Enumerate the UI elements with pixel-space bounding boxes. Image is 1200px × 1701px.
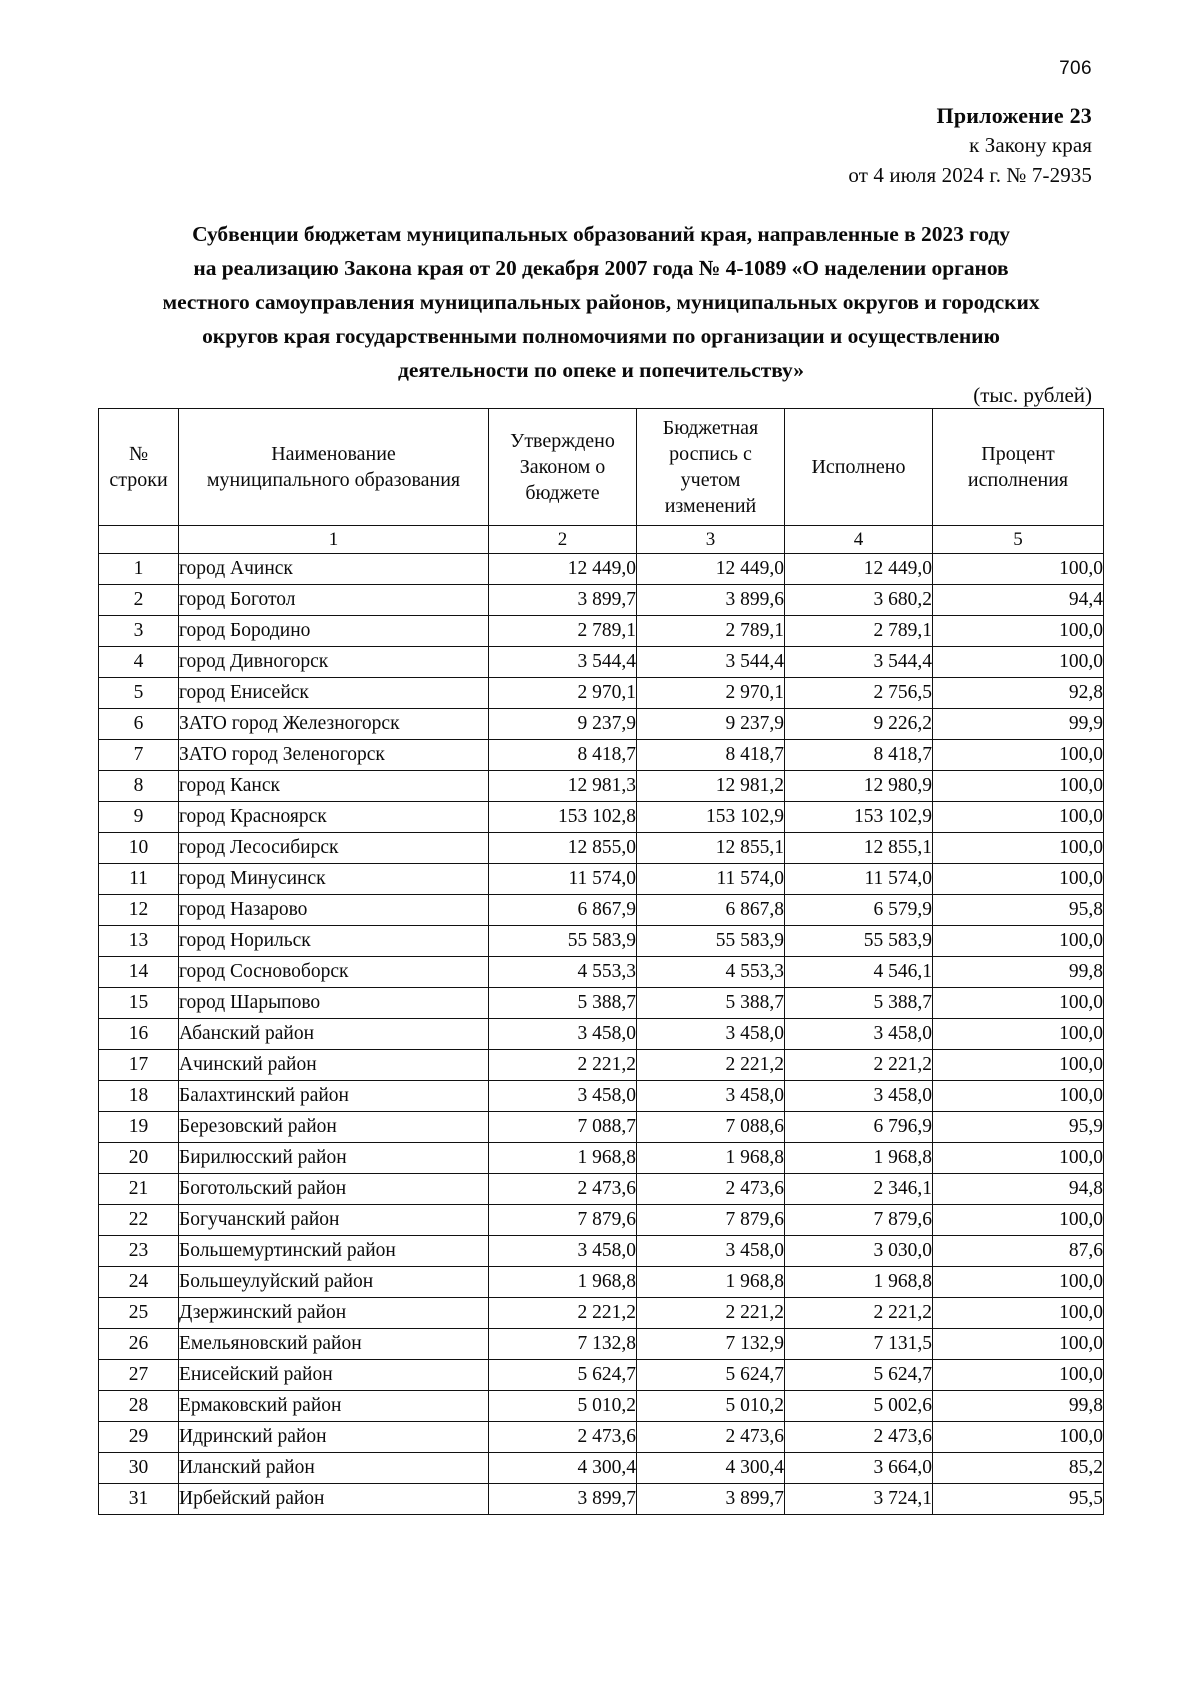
cell-percent-executed: 100,0 bbox=[933, 554, 1104, 585]
table-row bbox=[99, 1081, 1104, 1112]
cell-percent-executed: 95,9 bbox=[933, 1112, 1104, 1143]
cell-row-number: 7 bbox=[99, 740, 179, 771]
cell-executed: 2 789,1 bbox=[785, 616, 933, 647]
cell-budget-schedule: 3 899,7 bbox=[637, 1484, 785, 1515]
cell-municipality-name: Емельяновский район bbox=[179, 1329, 489, 1360]
cell-municipality-name: город Красноярск bbox=[179, 802, 489, 833]
header-percent-line1: Процент bbox=[981, 443, 1055, 465]
cell-municipality-name: город Боготол bbox=[179, 585, 489, 616]
cell-percent-executed: 100,0 bbox=[933, 1298, 1104, 1329]
cell-approved-by-law: 7 088,7 bbox=[489, 1112, 637, 1143]
cell-municipality-name: Ермаковский район bbox=[179, 1391, 489, 1422]
cell-row-number: 3 bbox=[99, 616, 179, 647]
cell-budget-schedule: 8 418,7 bbox=[637, 740, 785, 771]
table-row bbox=[99, 1050, 1104, 1081]
header-row-number-line2: строки bbox=[109, 469, 168, 491]
table-row bbox=[99, 678, 1104, 709]
cell-row-number: 16 bbox=[99, 1019, 179, 1050]
cell-approved-by-law: 55 583,9 bbox=[489, 926, 637, 957]
cell-approved-by-law: 2 221,2 bbox=[489, 1050, 637, 1081]
cell-percent-executed: 100,0 bbox=[933, 1422, 1104, 1453]
cell-percent-executed: 100,0 bbox=[933, 802, 1104, 833]
cell-executed: 1 968,8 bbox=[785, 1267, 933, 1298]
cell-percent-executed: 100,0 bbox=[933, 1329, 1104, 1360]
cell-row-number: 2 bbox=[99, 585, 179, 616]
document-title-line-4: округов края государственными полномочиями по организации и осуществлению bbox=[202, 323, 1000, 348]
cell-executed: 2 473,6 bbox=[785, 1422, 933, 1453]
column-number-0 bbox=[99, 526, 179, 554]
document-title-line-1: Субвенции бюджетам муниципальных образований края, направленные в 2023 году bbox=[192, 222, 1010, 246]
cell-municipality-name: город Лесосибирск bbox=[179, 833, 489, 864]
cell-budget-schedule: 12 855,1 bbox=[637, 833, 785, 864]
column-number-1: 1 bbox=[179, 526, 489, 554]
table-row bbox=[99, 1205, 1104, 1236]
table-row bbox=[99, 988, 1104, 1019]
header-municipality-name-line1: Наименование bbox=[271, 443, 396, 465]
cell-executed: 2 346,1 bbox=[785, 1174, 933, 1205]
cell-executed: 5 624,7 bbox=[785, 1360, 933, 1391]
cell-row-number: 10 bbox=[99, 833, 179, 864]
table-row bbox=[99, 1360, 1104, 1391]
cell-approved-by-law: 4 300,4 bbox=[489, 1453, 637, 1484]
cell-executed: 3 680,2 bbox=[785, 585, 933, 616]
cell-row-number: 26 bbox=[99, 1329, 179, 1360]
table-row bbox=[99, 833, 1104, 864]
table-row bbox=[99, 1143, 1104, 1174]
cell-row-number: 27 bbox=[99, 1360, 179, 1391]
cell-municipality-name: город Минусинск bbox=[179, 864, 489, 895]
page-number: 706 bbox=[1059, 58, 1092, 79]
table-row bbox=[99, 740, 1104, 771]
header-municipality-name-line2: муниципального образования bbox=[206, 469, 461, 491]
cell-executed: 4 546,1 bbox=[785, 957, 933, 988]
cell-municipality-name: Иланский район bbox=[179, 1453, 489, 1484]
cell-executed: 6 579,9 bbox=[785, 895, 933, 926]
cell-row-number: 5 bbox=[99, 678, 179, 709]
cell-budget-schedule: 6 867,8 bbox=[637, 895, 785, 926]
cell-budget-schedule: 7 879,6 bbox=[637, 1205, 785, 1236]
document-title-line-2: на реализацию Закона края от 20 декабря 2007 года № 4-1089 «О наделении органов bbox=[193, 255, 1009, 280]
header-plan-line2: роспись с bbox=[669, 443, 752, 465]
cell-row-number: 24 bbox=[99, 1267, 179, 1298]
cell-municipality-name: город Дивногорск bbox=[179, 647, 489, 678]
table-row bbox=[99, 1236, 1104, 1267]
cell-budget-schedule: 1 968,8 bbox=[637, 1143, 785, 1174]
table-row bbox=[99, 1298, 1104, 1329]
document-title bbox=[96, 218, 1106, 388]
cell-percent-executed: 100,0 bbox=[933, 616, 1104, 647]
cell-municipality-name: город Сосновоборск bbox=[179, 957, 489, 988]
cell-approved-by-law: 1 968,8 bbox=[489, 1267, 637, 1298]
cell-executed: 1 968,8 bbox=[785, 1143, 933, 1174]
cell-executed: 7 131,5 bbox=[785, 1329, 933, 1360]
cell-municipality-name: Ирбейский район bbox=[179, 1484, 489, 1515]
cell-budget-schedule: 7 132,9 bbox=[637, 1329, 785, 1360]
cell-municipality-name: Идринский район bbox=[179, 1422, 489, 1453]
cell-municipality-name: город Норильск bbox=[179, 926, 489, 957]
cell-executed: 6 796,9 bbox=[785, 1112, 933, 1143]
cell-row-number: 13 bbox=[99, 926, 179, 957]
cell-municipality-name: город Ачинск bbox=[179, 554, 489, 585]
header-plan-line4: изменений bbox=[664, 495, 757, 517]
table-row bbox=[99, 895, 1104, 926]
cell-approved-by-law: 2 473,6 bbox=[489, 1174, 637, 1205]
cell-approved-by-law: 6 867,9 bbox=[489, 895, 637, 926]
cell-municipality-name: город Енисейск bbox=[179, 678, 489, 709]
cell-municipality-name: Абанский район bbox=[179, 1019, 489, 1050]
cell-row-number: 14 bbox=[99, 957, 179, 988]
cell-percent-executed: 99,9 bbox=[933, 709, 1104, 740]
cell-percent-executed: 100,0 bbox=[933, 1081, 1104, 1112]
cell-percent-executed: 100,0 bbox=[933, 1143, 1104, 1174]
cell-budget-schedule: 3 458,0 bbox=[637, 1019, 785, 1050]
document-title-line-3: местного самоуправления муниципальных районов, муниципальных округов и городских bbox=[162, 289, 1040, 314]
cell-municipality-name: Большемуртинский район bbox=[179, 1236, 489, 1267]
cell-row-number: 15 bbox=[99, 988, 179, 1019]
cell-percent-executed: 100,0 bbox=[933, 864, 1104, 895]
cell-percent-executed: 99,8 bbox=[933, 1391, 1104, 1422]
cell-executed: 3 030,0 bbox=[785, 1236, 933, 1267]
appendix-law-date: от 4 июля 2024 г. № 7-2935 bbox=[848, 163, 1092, 188]
cell-municipality-name: город Шарыпово bbox=[179, 988, 489, 1019]
cell-budget-schedule: 3 899,6 bbox=[637, 585, 785, 616]
table-header-row bbox=[99, 409, 1104, 526]
cell-executed: 3 724,1 bbox=[785, 1484, 933, 1515]
cell-approved-by-law: 7 879,6 bbox=[489, 1205, 637, 1236]
header-plan-line1: Бюджетная bbox=[662, 417, 759, 439]
cell-approved-by-law: 9 237,9 bbox=[489, 709, 637, 740]
header-executed bbox=[785, 409, 933, 526]
header-municipality-name bbox=[179, 409, 489, 526]
cell-percent-executed: 94,4 bbox=[933, 585, 1104, 616]
cell-executed: 3 458,0 bbox=[785, 1019, 933, 1050]
cell-executed: 12 855,1 bbox=[785, 833, 933, 864]
cell-municipality-name: город Бородино bbox=[179, 616, 489, 647]
table-row bbox=[99, 585, 1104, 616]
cell-row-number: 25 bbox=[99, 1298, 179, 1329]
cell-municipality-name: Ачинский район bbox=[179, 1050, 489, 1081]
table-row bbox=[99, 1329, 1104, 1360]
cell-executed: 8 418,7 bbox=[785, 740, 933, 771]
cell-row-number: 20 bbox=[99, 1143, 179, 1174]
cell-approved-by-law: 12 855,0 bbox=[489, 833, 637, 864]
table-body bbox=[99, 554, 1104, 1515]
header-row-number-line1: № bbox=[128, 443, 149, 465]
table-row bbox=[99, 771, 1104, 802]
header-percent-executed bbox=[933, 409, 1104, 526]
cell-approved-by-law: 5 624,7 bbox=[489, 1360, 637, 1391]
header-budget-schedule bbox=[637, 409, 785, 526]
table-row bbox=[99, 802, 1104, 833]
cell-municipality-name: Большеулуйский район bbox=[179, 1267, 489, 1298]
cell-budget-schedule: 12 449,0 bbox=[637, 554, 785, 585]
cell-executed: 5 002,6 bbox=[785, 1391, 933, 1422]
cell-executed: 3 544,4 bbox=[785, 647, 933, 678]
cell-budget-schedule: 55 583,9 bbox=[637, 926, 785, 957]
cell-approved-by-law: 153 102,8 bbox=[489, 802, 637, 833]
cell-row-number: 21 bbox=[99, 1174, 179, 1205]
cell-row-number: 11 bbox=[99, 864, 179, 895]
cell-percent-executed: 95,5 bbox=[933, 1484, 1104, 1515]
table-row bbox=[99, 1391, 1104, 1422]
table-row bbox=[99, 1267, 1104, 1298]
cell-row-number: 30 bbox=[99, 1453, 179, 1484]
cell-percent-executed: 100,0 bbox=[933, 1360, 1104, 1391]
cell-municipality-name: Боготольский район bbox=[179, 1174, 489, 1205]
table-row bbox=[99, 616, 1104, 647]
cell-approved-by-law: 5 388,7 bbox=[489, 988, 637, 1019]
cell-budget-schedule: 1 968,8 bbox=[637, 1267, 785, 1298]
cell-budget-schedule: 2 789,1 bbox=[637, 616, 785, 647]
cell-municipality-name: Балахтинский район bbox=[179, 1081, 489, 1112]
cell-row-number: 12 bbox=[99, 895, 179, 926]
cell-budget-schedule: 2 473,6 bbox=[637, 1422, 785, 1453]
cell-executed: 9 226,2 bbox=[785, 709, 933, 740]
cell-approved-by-law: 2 970,1 bbox=[489, 678, 637, 709]
header-approved-by-law bbox=[489, 409, 637, 526]
cell-percent-executed: 100,0 bbox=[933, 740, 1104, 771]
cell-percent-executed: 100,0 bbox=[933, 647, 1104, 678]
cell-row-number: 22 bbox=[99, 1205, 179, 1236]
cell-executed: 7 879,6 bbox=[785, 1205, 933, 1236]
cell-row-number: 28 bbox=[99, 1391, 179, 1422]
cell-executed: 55 583,9 bbox=[785, 926, 933, 957]
cell-executed: 3 458,0 bbox=[785, 1081, 933, 1112]
table-row bbox=[99, 1019, 1104, 1050]
cell-executed: 2 221,2 bbox=[785, 1050, 933, 1081]
cell-executed: 153 102,9 bbox=[785, 802, 933, 833]
table-row bbox=[99, 957, 1104, 988]
table-row bbox=[99, 647, 1104, 678]
cell-approved-by-law: 8 418,7 bbox=[489, 740, 637, 771]
header-approved-line3: бюджете bbox=[525, 482, 600, 504]
column-number-4: 4 bbox=[785, 526, 933, 554]
cell-budget-schedule: 4 553,3 bbox=[637, 957, 785, 988]
budget-table bbox=[98, 408, 1104, 1515]
cell-approved-by-law: 4 553,3 bbox=[489, 957, 637, 988]
cell-percent-executed: 100,0 bbox=[933, 1205, 1104, 1236]
appendix-reference-block bbox=[848, 100, 1092, 191]
header-plan-line3: учетом bbox=[680, 469, 741, 491]
document-title-line-5: деятельности по опеке и попечительству» bbox=[398, 357, 804, 382]
cell-approved-by-law: 2 789,1 bbox=[489, 616, 637, 647]
cell-percent-executed: 87,6 bbox=[933, 1236, 1104, 1267]
cell-budget-schedule: 4 300,4 bbox=[637, 1453, 785, 1484]
cell-budget-schedule: 5 010,2 bbox=[637, 1391, 785, 1422]
cell-municipality-name: Березовский район bbox=[179, 1112, 489, 1143]
cell-row-number: 23 bbox=[99, 1236, 179, 1267]
header-approved-line2: Законом о bbox=[519, 456, 606, 478]
units-note: (тыс. рублей) bbox=[973, 383, 1092, 407]
table-header bbox=[99, 409, 1104, 554]
cell-row-number: 9 bbox=[99, 802, 179, 833]
cell-row-number: 29 bbox=[99, 1422, 179, 1453]
table-row bbox=[99, 864, 1104, 895]
cell-executed: 12 449,0 bbox=[785, 554, 933, 585]
cell-budget-schedule: 5 388,7 bbox=[637, 988, 785, 1019]
table-row bbox=[99, 1484, 1104, 1515]
cell-municipality-name: Енисейский район bbox=[179, 1360, 489, 1391]
cell-row-number: 8 bbox=[99, 771, 179, 802]
cell-executed: 3 664,0 bbox=[785, 1453, 933, 1484]
column-number-2: 2 bbox=[489, 526, 637, 554]
cell-row-number: 4 bbox=[99, 647, 179, 678]
cell-percent-executed: 100,0 bbox=[933, 988, 1104, 1019]
cell-municipality-name: Богучанский район bbox=[179, 1205, 489, 1236]
cell-row-number: 17 bbox=[99, 1050, 179, 1081]
cell-percent-executed: 100,0 bbox=[933, 926, 1104, 957]
cell-percent-executed: 94,8 bbox=[933, 1174, 1104, 1205]
table-row bbox=[99, 1422, 1104, 1453]
table-row bbox=[99, 926, 1104, 957]
appendix-law-line: к Закону края bbox=[969, 133, 1092, 158]
cell-budget-schedule: 11 574,0 bbox=[637, 864, 785, 895]
cell-percent-executed: 100,0 bbox=[933, 1267, 1104, 1298]
header-executed-label: Исполнено bbox=[811, 456, 906, 478]
cell-row-number: 6 bbox=[99, 709, 179, 740]
cell-approved-by-law: 5 010,2 bbox=[489, 1391, 637, 1422]
budget-table-container bbox=[98, 408, 1103, 1515]
column-number-3: 3 bbox=[637, 526, 785, 554]
cell-executed: 12 980,9 bbox=[785, 771, 933, 802]
cell-budget-schedule: 3 458,0 bbox=[637, 1081, 785, 1112]
cell-percent-executed: 95,8 bbox=[933, 895, 1104, 926]
cell-municipality-name: Бирилюсский район bbox=[179, 1143, 489, 1174]
header-percent-line2: исполнения bbox=[967, 469, 1069, 491]
appendix-title: Приложение 23 bbox=[936, 103, 1092, 128]
cell-approved-by-law: 3 458,0 bbox=[489, 1019, 637, 1050]
cell-percent-executed: 85,2 bbox=[933, 1453, 1104, 1484]
cell-budget-schedule: 2 221,2 bbox=[637, 1050, 785, 1081]
cell-budget-schedule: 2 970,1 bbox=[637, 678, 785, 709]
cell-percent-executed: 100,0 bbox=[933, 1019, 1104, 1050]
cell-municipality-name: город Канск bbox=[179, 771, 489, 802]
cell-executed: 2 756,5 bbox=[785, 678, 933, 709]
cell-budget-schedule: 153 102,9 bbox=[637, 802, 785, 833]
cell-budget-schedule: 9 237,9 bbox=[637, 709, 785, 740]
cell-approved-by-law: 11 574,0 bbox=[489, 864, 637, 895]
table-row bbox=[99, 1174, 1104, 1205]
cell-percent-executed: 100,0 bbox=[933, 1050, 1104, 1081]
cell-municipality-name: город Назарово bbox=[179, 895, 489, 926]
cell-budget-schedule: 12 981,2 bbox=[637, 771, 785, 802]
cell-municipality-name: ЗАТО город Железногорск bbox=[179, 709, 489, 740]
cell-approved-by-law: 7 132,8 bbox=[489, 1329, 637, 1360]
cell-percent-executed: 92,8 bbox=[933, 678, 1104, 709]
cell-budget-schedule: 3 458,0 bbox=[637, 1236, 785, 1267]
column-number-5: 5 bbox=[933, 526, 1104, 554]
cell-executed: 11 574,0 bbox=[785, 864, 933, 895]
cell-percent-executed: 100,0 bbox=[933, 833, 1104, 864]
cell-approved-by-law: 3 458,0 bbox=[489, 1236, 637, 1267]
cell-municipality-name: ЗАТО город Зеленогорск bbox=[179, 740, 489, 771]
cell-executed: 2 221,2 bbox=[785, 1298, 933, 1329]
cell-row-number: 31 bbox=[99, 1484, 179, 1515]
cell-approved-by-law: 3 899,7 bbox=[489, 1484, 637, 1515]
cell-budget-schedule: 3 544,4 bbox=[637, 647, 785, 678]
cell-approved-by-law: 3 899,7 bbox=[489, 585, 637, 616]
cell-percent-executed: 100,0 bbox=[933, 771, 1104, 802]
table-row bbox=[99, 1112, 1104, 1143]
cell-budget-schedule: 2 221,2 bbox=[637, 1298, 785, 1329]
cell-row-number: 1 bbox=[99, 554, 179, 585]
cell-budget-schedule: 2 473,6 bbox=[637, 1174, 785, 1205]
cell-approved-by-law: 3 544,4 bbox=[489, 647, 637, 678]
cell-approved-by-law: 2 221,2 bbox=[489, 1298, 637, 1329]
cell-approved-by-law: 1 968,8 bbox=[489, 1143, 637, 1174]
table-row bbox=[99, 709, 1104, 740]
cell-executed: 5 388,7 bbox=[785, 988, 933, 1019]
cell-approved-by-law: 3 458,0 bbox=[489, 1081, 637, 1112]
header-approved-line1: Утверждено bbox=[510, 430, 615, 452]
cell-municipality-name: Дзержинский район bbox=[179, 1298, 489, 1329]
table-column-number-row bbox=[99, 526, 1104, 554]
cell-budget-schedule: 5 624,7 bbox=[637, 1360, 785, 1391]
header-row-number bbox=[99, 409, 179, 526]
cell-percent-executed: 99,8 bbox=[933, 957, 1104, 988]
cell-approved-by-law: 12 449,0 bbox=[489, 554, 637, 585]
cell-row-number: 19 bbox=[99, 1112, 179, 1143]
cell-approved-by-law: 12 981,3 bbox=[489, 771, 637, 802]
cell-row-number: 18 bbox=[99, 1081, 179, 1112]
cell-approved-by-law: 2 473,6 bbox=[489, 1422, 637, 1453]
table-row bbox=[99, 554, 1104, 585]
table-row bbox=[99, 1453, 1104, 1484]
cell-budget-schedule: 7 088,6 bbox=[637, 1112, 785, 1143]
